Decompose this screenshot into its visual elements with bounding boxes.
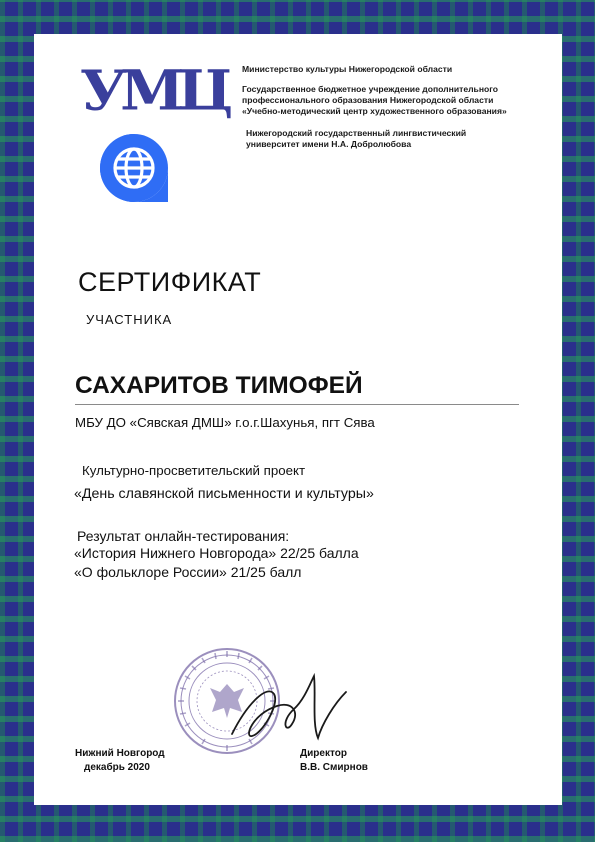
recipient-school: МБУ ДО «Сявская ДМШ» г.о.г.Шахунья, пгт Сява	[75, 415, 375, 430]
project-label: Культурно-просветительский проект	[82, 463, 306, 478]
certificate-title: СЕРТИФИКАТ	[78, 267, 262, 297]
issue-date: декабрь 2020	[84, 762, 150, 773]
certificate-subtitle: УЧАСТНИКА	[86, 312, 173, 327]
logo-text: УМЦ	[80, 58, 227, 123]
signatory-name: В.В. Смирнов	[300, 762, 368, 773]
certificate-paper	[34, 34, 562, 805]
signatory-role: Директор	[300, 748, 347, 759]
results-label: Результат онлайн-тестирования:	[77, 528, 290, 544]
issue-city: Нижний Новгород	[75, 748, 165, 759]
institution-name: Государственное бюджетное учреждение дополнительного профессионального образования Нижегородской области «Учебно-методический центр художественного образования»	[242, 84, 507, 116]
project-name: «День славянской письменности и культуры»	[74, 486, 374, 502]
signature	[222, 664, 352, 754]
ministry-name: Министерство культуры Нижегородской области	[242, 64, 453, 74]
university-name: Нижегородский государственный лингвистический университет имени Н.А. Добролюбова	[246, 128, 467, 149]
result-item: «История Нижнего Новгорода» 22/25 балла	[74, 545, 359, 561]
name-underline	[75, 404, 519, 405]
globe-icon	[96, 130, 172, 206]
umc-logo	[80, 58, 227, 222]
recipient-name: САХАРИТОВ ТИМОФЕЙ	[75, 372, 363, 399]
result-item: «О фольклоре России» 21/25 балл	[74, 564, 302, 580]
